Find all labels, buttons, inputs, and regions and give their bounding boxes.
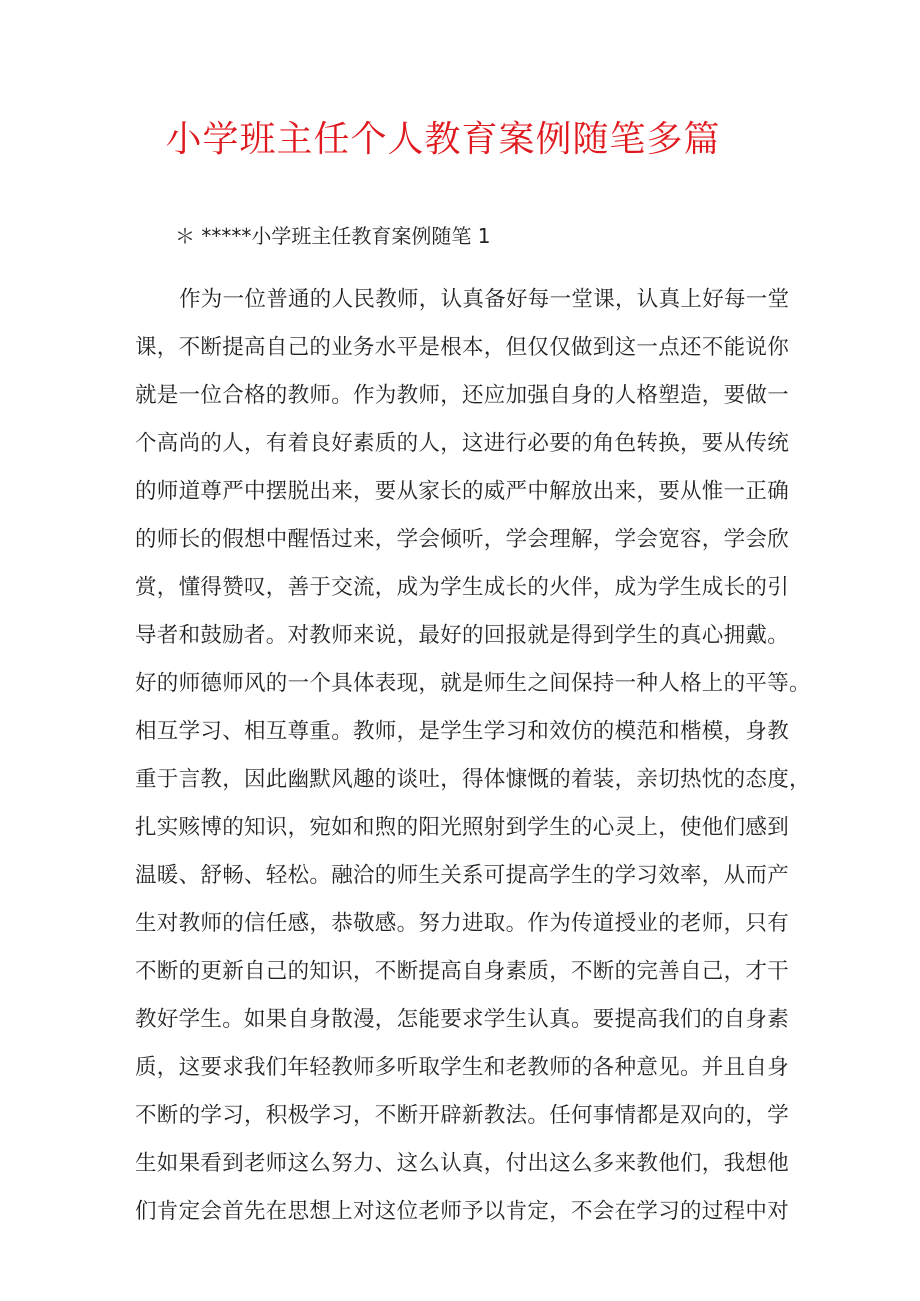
- section-heading: ＊ *****小学班主任教育案例随笔 1: [175, 224, 491, 248]
- text-line: 不断的学习，积极学习，不断开辟新教法。任何事情都是双向的，学: [135, 1103, 790, 1128]
- text-line: 不断的更新自己的知识，不断提高自身素质，不断的完善自己，才干: [135, 959, 790, 984]
- text-line: 个高尚的人，有着良好素质的人，这进行必要的角色转换，要从传统: [135, 431, 790, 456]
- text-line: 作为一位普通的人民教师，认真备好每一堂课，认真上好每一堂: [179, 287, 790, 312]
- text-line: 就是一位合格的教师。作为教师，还应加强自身的人格塑造，要做一: [135, 383, 790, 408]
- text-line: 重于言教，因此幽默风趣的谈吐，得体慷慨的着装，亲切热忱的态度，: [135, 767, 811, 792]
- text-line: 温暖、舒畅、轻松。融洽的师生关系可提高学生的学习效率，从而产: [135, 863, 790, 888]
- body-paragraph: [135, 276, 815, 1236]
- text-line: 的师长的假想中醒悟过来，学会倾听，学会理解，学会宽容，学会欣: [135, 527, 790, 552]
- text-line: 生对教师的信任感，恭敬感。努力进取。作为传道授业的老师，只有: [135, 911, 790, 936]
- text-line: 们肯定会首先在思想上对这位老师予以肯定，不会在学习的过程中对: [135, 1199, 790, 1224]
- text-line: 扎实赅博的知识，宛如和煦的阳光照射到学生的心灵上，使他们感到: [135, 815, 790, 840]
- text-line: 质，这要求我们年轻教师多听取学生和老教师的各种意见。并且自身: [135, 1055, 790, 1080]
- text-line: 赏，懂得赞叹，善于交流，成为学生成长的火伴，成为学生成长的引: [135, 575, 790, 600]
- text-line: 的师道尊严中摆脱出来，要从家长的威严中解放出来，要从惟一正确: [135, 479, 790, 504]
- text-line: 导者和鼓励者。对教师来说，最好的回报就是得到学生的真心拥戴。: [135, 623, 790, 648]
- document-title: 小学班主任个人教育案例随笔多篇: [165, 119, 721, 160]
- text-line: 生如果看到老师这么努力、这么认真，付出这么多来教他们，我想他: [135, 1151, 790, 1176]
- text-line: 好的师德师风的一个具体表现，就是师生之间保持一种人格上的平等。: [135, 671, 811, 696]
- text-line: 教好学生。如果自身散漫，怎能要求学生认真。要提高我们的自身素: [135, 1007, 790, 1032]
- text-line: 课，不断提高自己的业务水平是根本，但仅仅做到这一点还不能说你: [135, 335, 790, 360]
- text-line: 相互学习、相互尊重。教师，是学生学习和效仿的模范和楷模，身教: [135, 719, 790, 744]
